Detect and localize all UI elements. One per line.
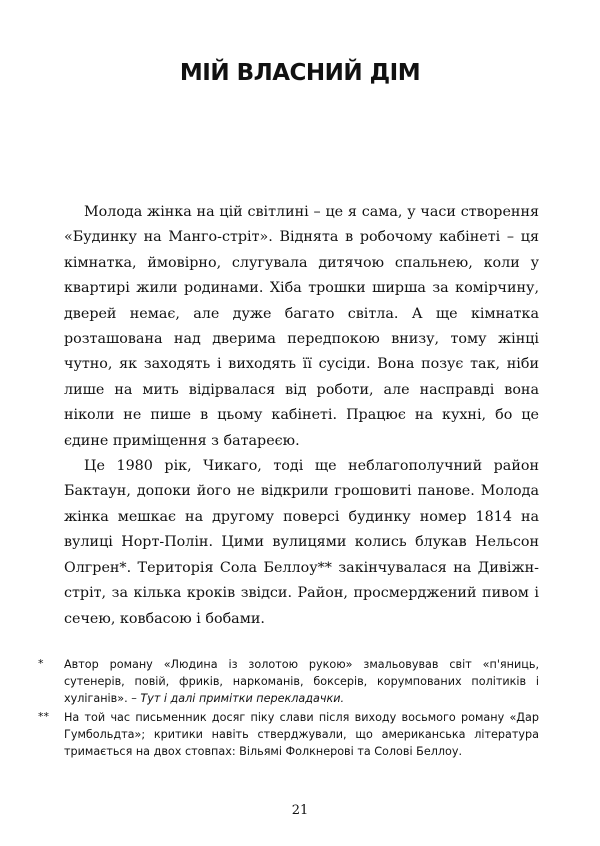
paragraph-1: Молода жінка на цій світлині – це я сама, у часи створення «Будинку на Манго-стріт». Віднята в робочому кабінеті – ця кімнатка, ймовірно, слугувала дитячою спальнею, коли у квартирі жили родинами. Хіба трошки ширша за комірчину, дверей немає, але дуже багато світла. А ще кімнатка розташована над дверима передпокою внизу, тому жінці чутно, як заходять і виходять її сусіди. Вона позує так, ніби лише на мить відірвалася від роботи, але насправді вона ніколи не пише в цьому кабінеті. Працює на кухні, бо це єдине приміщення з батареєю. <box>64 204 539 449</box>
page-number: 21 <box>291 803 309 818</box>
footnote-mark: * <box>38 657 44 670</box>
footnote-translator-note: – Тут і далі примітки перекладачки. <box>127 692 345 705</box>
body-text <box>64 200 539 632</box>
footnotes <box>38 656 539 760</box>
footnote-mark: ** <box>38 710 49 723</box>
footnote-text: На той час письменник досяг піку слави після виходу восьмого роману «Дар Гумбольдта»; критики навіть стверджували, що американська література тримається на двох стовпах: Вільямі Фолкнерові та Солові Беллоу. <box>64 711 539 758</box>
footnote-text: Автор роману «Людина із золотою рукою» змальовував світ «п'яниць, сутенерів, повій, фриків, наркоманів, боксерів, корумпованих політиків і хуліганів». <box>64 658 539 705</box>
footnote-1 <box>38 656 539 707</box>
paragraph-2: Це 1980 рік, Чикаго, тоді ще неблагополучний район Бактаун, допоки його не відкрили грошовиті панове. Молода жінка мешкає на другому поверсі будинку номер 1814 на вулиці Норт-Полін. Цими вулицями колись блукав Нельсон Олгрен*. Територія Сола Беллоу** закінчувалася на Дивіжн-стріт, за кілька кроків звідси. Район, просмерджений пивом і сечею, ковбасою і бобами. <box>64 458 539 627</box>
chapter-title: МІЙ ВЛАСНИЙ ДІМ <box>179 60 421 86</box>
footnote-2 <box>38 709 539 760</box>
